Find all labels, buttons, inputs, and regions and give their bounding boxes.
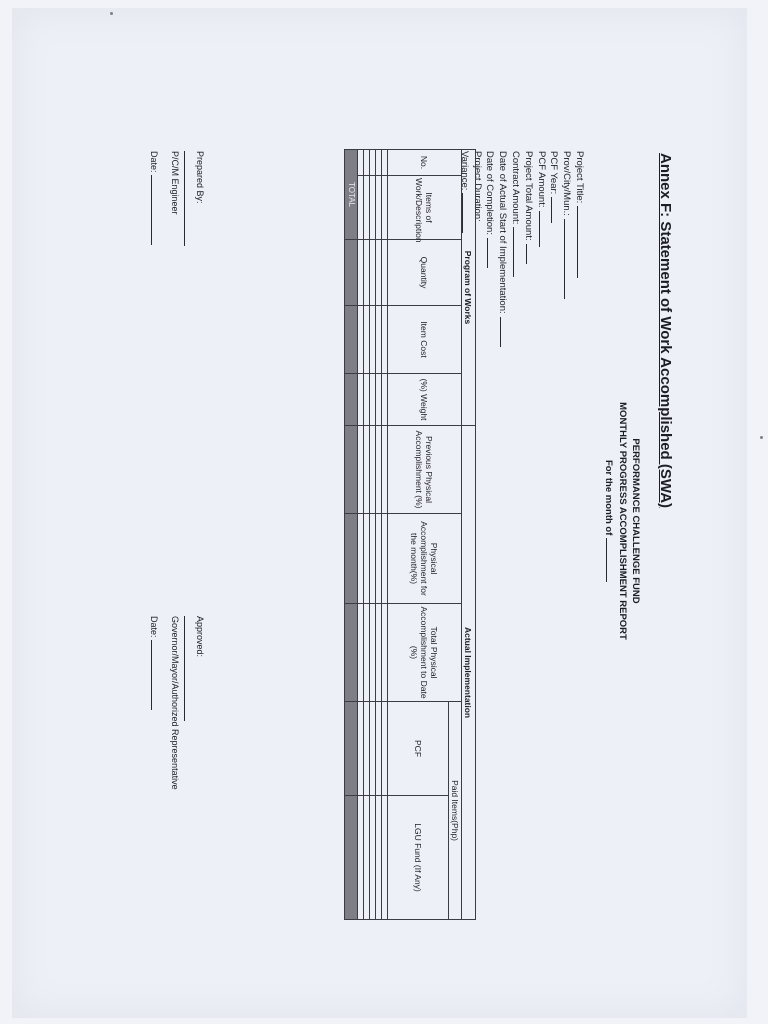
table-row [370,150,376,920]
table-cell [358,374,364,426]
table-cell [376,150,382,176]
table-cell [370,796,376,920]
table-row [358,150,364,920]
col-lgu-fund-header: LGU Fund (If Any) [388,796,449,920]
table-row [382,150,388,920]
actual-implementation-header: Actual Implementation [462,426,476,920]
field-label: PCF Amount: [535,151,547,208]
table-cell [358,150,364,176]
blank-line [539,211,548,247]
table-cell [370,702,376,796]
field-label: Contract Amount: [510,151,522,225]
approved-date-label: Date: [149,616,159,638]
table-cell [364,374,370,426]
field-label: Date of Actual Start of Implementation: [497,151,509,314]
total-label: TOTAL [345,150,358,240]
table-row [364,150,370,920]
table-cell [376,374,382,426]
total-cell [345,306,358,374]
table-subgroup-header-row [449,150,462,920]
project-fields [458,151,586,347]
col-total-accomplishment-header: Total Physical Accomplishment to Date (%) [388,604,462,702]
total-cell [345,426,358,514]
table-cell [370,306,376,374]
total-cell [345,240,358,306]
approved-block [148,616,206,790]
col-no-header: No. [388,150,462,176]
table-cell [364,306,370,374]
field-label: Variance: [458,151,470,191]
field-project-title [573,151,586,347]
table-cell [376,176,382,240]
total-cell [345,796,358,920]
field-label: Date of Completion: [484,151,496,235]
field-pcf-year [548,151,561,347]
approved-date-row [148,616,161,790]
date-line [151,640,161,710]
table-cell [358,306,364,374]
table-total-row [345,150,358,920]
signature-line [184,616,194,721]
field-label: PCF Year: [548,151,560,195]
col-items-header: Items of Work/Description [388,176,462,240]
table-group-header-row [462,150,476,920]
paid-items-header: Paid Items(Php) [449,702,462,920]
table-cell [376,306,382,374]
table-cell [364,176,370,240]
table-cell [358,426,364,514]
col-previous-accomplishment-header: Previous Physical Accomplishment (%) [388,426,462,514]
field-prov-city-mun [560,151,573,347]
program-of-works-header: Program of Works [462,150,476,426]
field-pcf-amount [535,151,548,347]
col-weight-header: (%) Weight [388,374,462,426]
table-cell [364,240,370,306]
blank-line [526,244,535,264]
table-cell [364,796,370,920]
prepared-by-label: Prepared By: [195,151,205,204]
table-cell [370,514,376,604]
table-cell [376,702,382,796]
field-actual-start-date [496,151,509,347]
prepared-date-label: Date: [149,151,159,173]
swa-table [344,149,476,920]
total-cell [345,514,358,604]
table-cell [382,796,388,920]
field-project-total-amount [522,151,535,347]
table-cell [370,150,376,176]
table-cell [364,514,370,604]
table-cell [370,176,376,240]
table-cell [358,796,364,920]
table-cell [370,374,376,426]
prepared-by-block [148,151,206,246]
blank-line [564,219,573,299]
col-monthly-accomplishment-header: Physical Accomplishment for the month(%) [388,514,462,604]
table-cell [376,240,382,306]
signature-line [184,151,194,246]
representative-label: Governor/Mayor/Authorized Representative [170,616,180,790]
table-cell [382,702,388,796]
field-label: Project Total Amount: [522,151,534,241]
blank-line [487,238,496,268]
prepared-date-row [148,151,161,246]
engineer-label: P/C/M Engineer [170,151,180,215]
table-row [376,150,382,920]
col-quantity-header: Quantity [388,240,462,306]
table-cell [382,150,388,176]
total-cell [345,604,358,702]
total-cell [345,702,358,796]
field-completion-date [484,151,497,347]
table-cell [376,514,382,604]
scan-speck [760,436,763,439]
table-cell [358,514,364,604]
report-header [602,331,642,711]
header-report-name: MONTHLY PROGRESS ACCOMPLISHMENT REPORT [617,402,628,640]
blank-line [577,206,586,278]
table-cell [370,604,376,702]
field-label: Project Duration: [471,151,483,222]
table-cell [364,150,370,176]
table-cell [382,176,388,240]
table-cell [376,604,382,702]
field-label: Prov/City/Mun.: [561,151,573,216]
table-cell [382,514,388,604]
table-cell [382,306,388,374]
table-cell [376,426,382,514]
table-cell [382,426,388,514]
table-cell [358,176,364,240]
table-cell [370,426,376,514]
table-cell [382,374,388,426]
header-month-label: For the month of [603,459,614,536]
header-month-line [602,331,616,711]
header-fund-name: PERFORMANCE CHALLENGE FUND [630,438,641,604]
table-cell [364,426,370,514]
table-cell [382,240,388,306]
table-cell [364,702,370,796]
table-cell [358,240,364,306]
scan-speck [110,12,113,15]
table-cell [382,604,388,702]
field-contract-amount [509,151,522,347]
blank-line [513,227,522,277]
table-cell [376,796,382,920]
approved-label: Approved: [195,616,205,658]
col-item-cost-header: Item Cost [388,306,462,374]
col-pcf-header: PCF [388,702,449,796]
table-cell [364,604,370,702]
annex-title: Annex F: Statement of Work Accomplished (SWA) [657,153,674,509]
blank-line [500,317,509,347]
blank-line [551,197,560,223]
field-label: Project Title: [574,151,585,204]
swa-form-sheet [84,141,684,941]
table-cell [358,604,364,702]
table-cell [358,702,364,796]
table-cell [370,240,376,306]
date-line [151,175,161,245]
total-cell [345,374,358,426]
month-blank-line [606,538,616,582]
